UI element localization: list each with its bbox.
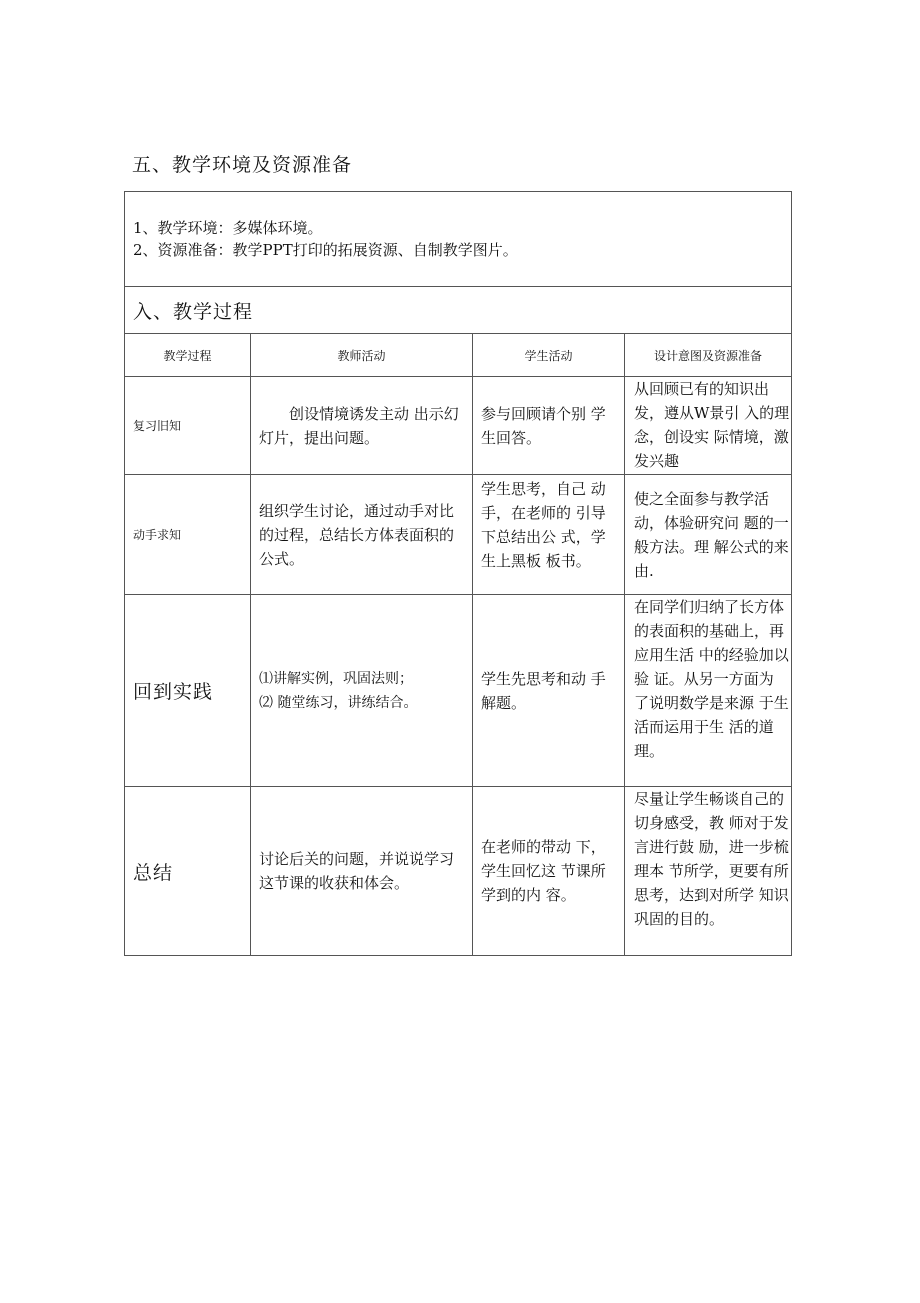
stage-cell: 回到实践: [125, 595, 251, 787]
table-row: [125, 377, 792, 475]
design-cell: 使之全面参与教学活动，体验研究问 题的一般方法。理 解公式的来由.: [625, 475, 792, 595]
table-row: [125, 787, 792, 956]
lesson-table: [124, 191, 792, 956]
header-stage: 教学过程: [125, 334, 251, 377]
stage-cell: 总结: [125, 787, 251, 956]
student-cell: 学生思考，自己 动手，在老师的 引导下总结出公 式，学生上黑板 板书。: [473, 475, 625, 595]
teacher-cell: [251, 595, 473, 787]
design-cell: 从回顾已有的知识出发，遵从W景引 入的理念，创设实 际情境，激发兴趣: [625, 377, 792, 475]
teacher-cell: 创设情境诱发主动 出示幻灯片，提出问题。: [251, 377, 473, 475]
section-6-title: 入、教学过程: [125, 287, 792, 334]
student-cell: 学生先思考和动 手解题。: [473, 595, 625, 787]
design-cell: 尽量让学生畅谈自己的切身感受，教 师对于发言进行鼓 励，进一步梳理本 节所学，更要有所 思考，达到对所学 知识巩固的目的。: [625, 787, 792, 956]
design-cell: 在同学们归纳了长方体的表面积的基础上，再应用生活 中的经验加以验 证。从另一方面为 了说明数学是来源 于生活而运用于生 活的道理。: [625, 595, 792, 787]
environment-row: [125, 192, 792, 287]
table-row: [125, 475, 792, 595]
table-row: [125, 595, 792, 787]
section-5-title: 五、教学环境及资源准备: [132, 154, 353, 176]
environment-line-1: 1、教学环境：多媒体环境。: [133, 219, 323, 237]
header-student: 学生活动: [473, 334, 625, 377]
teacher-cell: 讨论后关的问题，并说说学习这节课的收获和体会。: [251, 787, 473, 956]
process-title-row: [125, 287, 792, 334]
teacher-cell: 组织学生讨论，通过动手对比的过程，总结长方体表面积的公式。: [251, 475, 473, 595]
stage-cell: 动手求知: [125, 475, 251, 595]
environment-line-2: 2、资源准备：教学PPT打印的拓展资源、自制教学图片。: [133, 241, 518, 259]
environment-cell: [125, 192, 792, 287]
teacher-line-2: ⑵ 随堂练习，讲练结合。: [259, 694, 418, 711]
table-header-row: [125, 334, 792, 377]
header-design: 设计意图及资源准备: [625, 334, 792, 377]
student-cell: 参与回顾请个别 学生回答。: [473, 377, 625, 475]
teacher-line-1: ⑴讲解实例，巩固法则；: [259, 670, 413, 687]
stage-cell: 复习旧知: [125, 377, 251, 475]
student-cell: 在老师的带动 下，学生回忆这 节课所学到的内 容。: [473, 787, 625, 956]
header-teacher: 教师活动: [251, 334, 473, 377]
